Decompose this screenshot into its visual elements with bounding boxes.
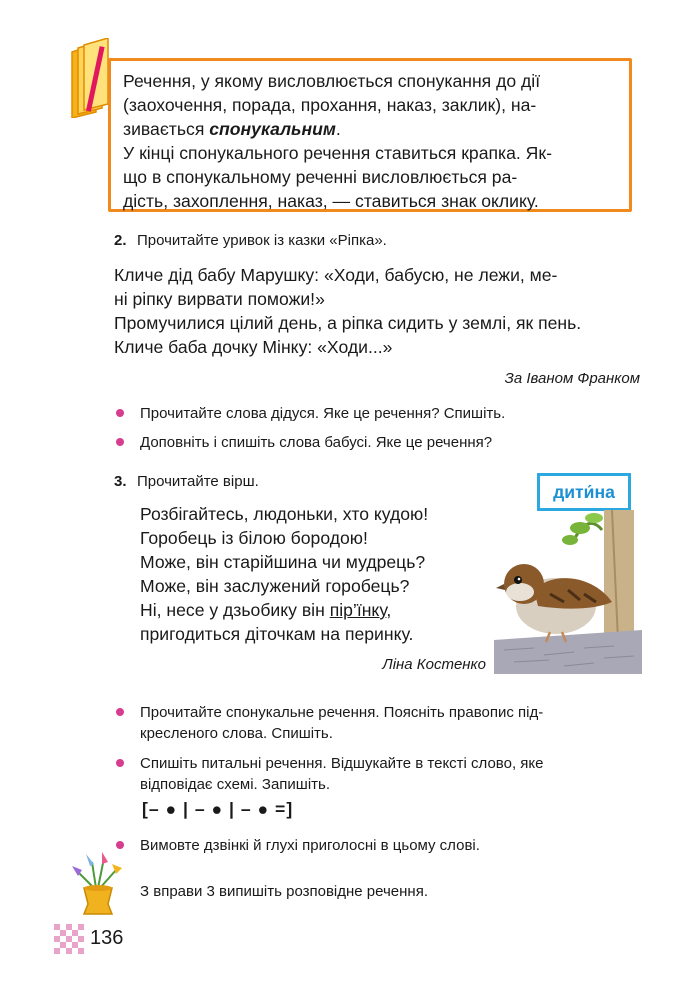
poem-author: Ліна Костенко — [382, 656, 486, 673]
poem-line: Може, він заслужений горобець? — [140, 576, 410, 596]
underlined-word: пір’їнку — [329, 600, 387, 620]
bullet-dot — [116, 708, 124, 716]
rule-line: Речення, у якому висловлюється спонукання до дії — [123, 71, 541, 91]
rule-line: У кінці спонукального речення ставиться крапка. Як- — [123, 143, 552, 163]
rule-line: (заохочення, порада, прохання, наказ, заклик), на- — [123, 95, 537, 115]
exercise-number: 3. — [114, 473, 127, 490]
rule-term: спонукальним — [209, 119, 336, 139]
poem — [140, 502, 428, 646]
poem-line: Ні, несе у дзьобику він пір’їнку, — [140, 600, 392, 620]
rule-line: зивається спонукальним. — [123, 119, 341, 139]
tale-excerpt — [114, 263, 640, 359]
excerpt-line: Кличе дід бабу Марушку: «Ходи, бабусю, не лежи, ме- — [114, 265, 558, 285]
vocabulary-word-box: дити́на — [537, 473, 631, 511]
task-bullet: Спишіть питальні речення. Відшукайте в тексті слово, яке відповідає схемі. Запишіть. — [114, 753, 644, 797]
bullet-dot — [116, 409, 124, 417]
task-bullet: Прочитайте слова дідуся. Яке це речення? Спишіть. — [114, 403, 644, 424]
bullet-dot — [116, 759, 124, 767]
poem-line: Може, він старійшина чи мудрець? — [140, 552, 426, 572]
bullet-dot — [116, 438, 124, 446]
poem-line: пригодиться діточкам на перинку. — [140, 624, 414, 644]
excerpt-line: Промучилися цілий день, а ріпка сидить у землі, як пень. — [114, 313, 582, 333]
task-bullet: Прочитайте спонукальне речення. Поясніть правопис під- кресленого слова. Спишіть. — [114, 702, 644, 746]
sparrow-illustration — [494, 510, 642, 674]
rule-line: дість, захоплення, наказ, — ставиться знак оклику. — [123, 191, 539, 211]
task-bullet: Вимовте дзвінкі й глухі приголосні в цьому слові. — [114, 835, 644, 856]
exercise-number: 2. — [114, 232, 127, 249]
rule-box — [108, 58, 632, 212]
ornament-icon — [54, 924, 84, 954]
excerpt-line: Кличе баба дочку Мінку: «Ходи...» — [114, 337, 393, 357]
homework-vase-icon — [66, 852, 130, 918]
excerpt-line: ні ріпку вирвати поможи!» — [114, 289, 325, 309]
poem-line: Горобець із білою бородою! — [140, 528, 368, 548]
sound-scheme: [– ● | – ● | – ● =] — [142, 799, 294, 819]
exercise-3-header — [114, 473, 259, 491]
exercise-task: Прочитайте уривок із казки «Ріпка». — [136, 232, 387, 249]
exercise-2-header — [114, 232, 387, 250]
excerpt-author: За Іваном Франком — [504, 370, 640, 387]
homework-task: З вправи 3 випишіть розповідне речення. — [140, 883, 429, 900]
exercise-task: Прочитайте вірш. — [136, 473, 259, 490]
bullet-dot — [116, 841, 124, 849]
task-bullet: Доповніть і спишіть слова бабусі. Яке це речення? — [114, 432, 644, 453]
poem-line: Розбігайтесь, людоньки, хто кудою! — [140, 504, 429, 524]
page-number: 136 — [90, 927, 124, 949]
rule-line: що в спонукальному реченні висловлюється ра- — [123, 167, 518, 187]
